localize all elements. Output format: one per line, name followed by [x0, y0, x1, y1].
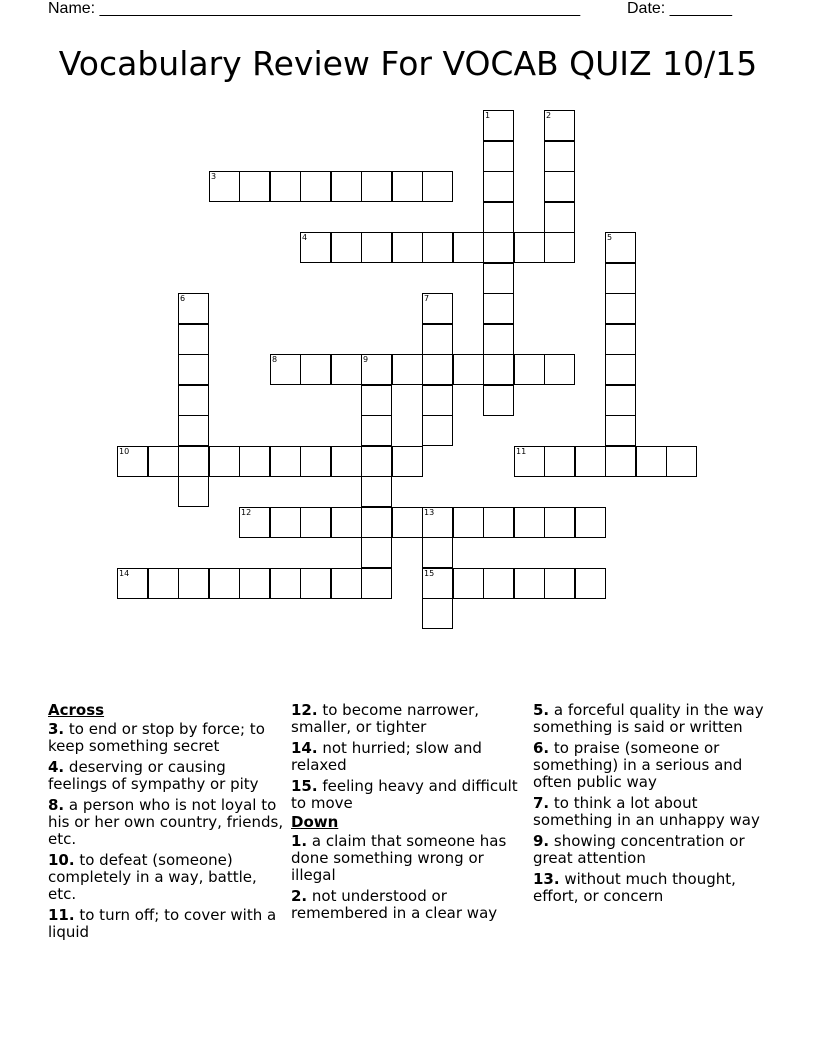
grid-cell[interactable] [422, 293, 453, 324]
grid-cell[interactable] [453, 568, 484, 599]
grid-cell[interactable] [422, 507, 453, 538]
grid-cell[interactable] [361, 507, 392, 538]
clue-number: 4 [302, 233, 308, 242]
grid-cell[interactable] [270, 507, 301, 538]
clue-number: 11 [516, 447, 527, 456]
clue-across-3: 3. to end or stop by force; to keep something secret [48, 720, 265, 755]
grid-cell[interactable] [605, 293, 636, 324]
grid-cell[interactable] [605, 385, 636, 416]
clue-number: 10 [119, 447, 130, 456]
grid-cell[interactable] [392, 507, 423, 538]
grid-cell[interactable] [178, 446, 209, 477]
grid-cell[interactable] [483, 263, 514, 294]
grid-cell[interactable] [331, 568, 362, 599]
grid-cell[interactable] [361, 232, 392, 263]
grid-cell[interactable] [209, 446, 240, 477]
grid-cell[interactable] [178, 568, 209, 599]
grid-cell[interactable] [361, 446, 392, 477]
grid-cell[interactable] [605, 263, 636, 294]
grid-cell[interactable] [392, 354, 423, 385]
clue-number: 8 [272, 355, 278, 364]
down-heading: Down [291, 813, 339, 831]
grid-cell[interactable] [605, 232, 636, 263]
grid-cell[interactable] [300, 446, 331, 477]
grid-cell[interactable] [666, 446, 697, 477]
clue-across-4: 4. deserving or causing feelings of sympathy or pity [48, 758, 259, 793]
grid-cell[interactable] [483, 171, 514, 202]
clue-number: 14 [119, 569, 130, 578]
grid-cell[interactable] [544, 354, 575, 385]
clue-number: 7 [424, 294, 430, 303]
grid-cell[interactable] [300, 354, 331, 385]
grid-cell[interactable] [361, 568, 392, 599]
grid-cell[interactable] [331, 446, 362, 477]
grid-cell[interactable] [605, 354, 636, 385]
grid-cell[interactable] [453, 354, 484, 385]
clue-number: 12 [241, 508, 252, 517]
grid-cell[interactable] [117, 446, 148, 477]
grid-cell[interactable] [544, 171, 575, 202]
grid-cell[interactable] [575, 507, 606, 538]
grid-cell[interactable] [331, 171, 362, 202]
grid-cell[interactable] [422, 537, 453, 568]
grid-cell[interactable] [422, 568, 453, 599]
grid-cell[interactable] [544, 507, 575, 538]
clue-number: 13 [424, 508, 435, 517]
grid-cell[interactable] [117, 568, 148, 599]
grid-cell[interactable] [331, 354, 362, 385]
grid-cell[interactable] [300, 507, 331, 538]
grid-cell[interactable] [483, 293, 514, 324]
clue-across-14: 14. not hurried; slow and relaxed [291, 739, 482, 774]
grid-cell[interactable] [575, 446, 606, 477]
grid-cell[interactable] [178, 324, 209, 355]
grid-cell[interactable] [483, 110, 514, 141]
grid-cell[interactable] [514, 507, 545, 538]
grid-cell[interactable] [270, 568, 301, 599]
clue-number: 6 [180, 294, 186, 303]
grid-cell[interactable] [392, 446, 423, 477]
grid-cell[interactable] [544, 110, 575, 141]
grid-cell[interactable] [483, 354, 514, 385]
clue-down-5: 5. a forceful quality in the way something is said or written [533, 701, 764, 736]
page-title: Vocabulary Review For VOCAB QUIZ 10/15 [58, 44, 758, 83]
clue-number: 15 [424, 569, 435, 578]
grid-cell[interactable] [422, 354, 453, 385]
clue-across-8: 8. a person who is not loyal to his or her own country, friends, etc. [48, 796, 284, 848]
date-field-label: Date: _______ [627, 0, 732, 17]
grid-cell[interactable] [239, 446, 270, 477]
grid-cell[interactable] [270, 354, 301, 385]
grid-cell[interactable] [422, 324, 453, 355]
grid-cell[interactable] [270, 446, 301, 477]
grid-cell[interactable] [239, 171, 270, 202]
clue-number: 3 [211, 172, 217, 181]
clue-list [48, 702, 788, 962]
grid-cell[interactable] [422, 385, 453, 416]
grid-cell[interactable] [361, 385, 392, 416]
grid-cell[interactable] [544, 568, 575, 599]
clue-column-2 [291, 702, 529, 926]
grid-cell[interactable] [422, 598, 453, 629]
grid-cell[interactable] [178, 293, 209, 324]
clue-column-3 [533, 702, 771, 909]
grid-cell[interactable] [483, 507, 514, 538]
name-field-label: Name: ______________________________________________________ [48, 0, 581, 17]
grid-cell[interactable] [361, 354, 392, 385]
clue-across-11: 11. to turn off; to cover with a liquid [48, 906, 277, 941]
grid-cell[interactable] [605, 415, 636, 446]
grid-cell[interactable] [361, 476, 392, 507]
grid-cell[interactable] [209, 568, 240, 599]
grid-cell[interactable] [483, 385, 514, 416]
clue-number: 9 [363, 355, 369, 364]
grid-cell[interactable] [270, 171, 301, 202]
clue-number: 1 [485, 111, 491, 120]
grid-cell[interactable] [422, 415, 453, 446]
grid-cell[interactable] [178, 476, 209, 507]
clue-across-15: 15. feeling heavy and difficult to move [291, 777, 518, 812]
clue-across-10: 10. to defeat (someone) completely in a way, battle, etc. [48, 851, 257, 903]
clue-down-1: 1. a claim that someone has done something wrong or illegal [291, 832, 507, 884]
grid-cell[interactable] [148, 568, 179, 599]
grid-cell[interactable] [514, 232, 545, 263]
grid-cell[interactable] [331, 507, 362, 538]
grid-cell[interactable] [239, 568, 270, 599]
grid-cell[interactable] [178, 415, 209, 446]
grid-cell[interactable] [361, 171, 392, 202]
grid-cell[interactable] [575, 568, 606, 599]
grid-cell[interactable] [544, 446, 575, 477]
clue-down-7: 7. to think a lot about something in an unhappy way [533, 794, 760, 829]
clue-down-6: 6. to praise (someone or something) in a serious and often public way [533, 739, 743, 791]
clue-across-12: 12. to become narrower, smaller, or tighter [291, 701, 480, 736]
grid-cell[interactable] [331, 232, 362, 263]
grid-cell[interactable] [361, 415, 392, 446]
grid-cell[interactable] [483, 568, 514, 599]
grid-cell[interactable] [300, 568, 331, 599]
clue-number: 2 [546, 111, 552, 120]
clue-column-1 [48, 702, 286, 945]
grid-cell[interactable] [453, 232, 484, 263]
grid-cell[interactable] [483, 324, 514, 355]
grid-cell[interactable] [422, 232, 453, 263]
clue-down-13: 13. without much thought, effort, or concern [533, 870, 736, 905]
grid-cell[interactable] [361, 537, 392, 568]
grid-cell[interactable] [209, 171, 240, 202]
grid-cell[interactable] [178, 354, 209, 385]
grid-cell[interactable] [605, 446, 636, 477]
grid-cell[interactable] [514, 568, 545, 599]
clue-number: 5 [607, 233, 613, 242]
grid-cell[interactable] [422, 171, 453, 202]
grid-cell[interactable] [514, 354, 545, 385]
grid-cell[interactable] [392, 171, 423, 202]
grid-cell[interactable] [514, 446, 545, 477]
grid-cell[interactable] [148, 446, 179, 477]
grid-cell[interactable] [605, 324, 636, 355]
clue-down-9: 9. showing concentration or great attention [533, 832, 745, 867]
grid-cell[interactable] [483, 202, 514, 233]
grid-cell[interactable] [392, 232, 423, 263]
grid-cell[interactable] [636, 446, 667, 477]
grid-cell[interactable] [544, 141, 575, 172]
grid-cell[interactable] [239, 507, 270, 538]
grid-cell[interactable] [483, 141, 514, 172]
grid-cell[interactable] [300, 232, 331, 263]
across-heading: Across [48, 701, 105, 719]
clue-down-2: 2. not understood or remembered in a clear way [291, 887, 498, 922]
grid-cell[interactable] [300, 171, 331, 202]
grid-cell[interactable] [544, 232, 575, 263]
grid-cell[interactable] [453, 507, 484, 538]
grid-cell[interactable] [544, 202, 575, 233]
grid-cell[interactable] [483, 232, 514, 263]
grid-cell[interactable] [178, 385, 209, 416]
